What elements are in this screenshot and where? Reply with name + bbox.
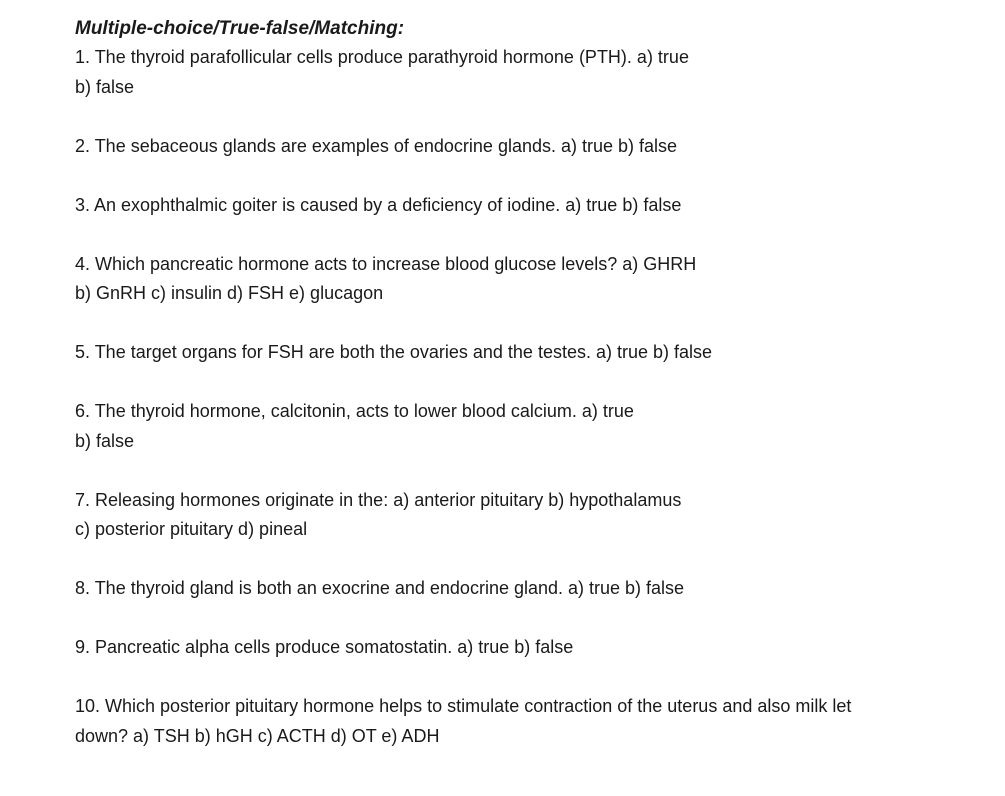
question-5 — [75, 338, 1000, 368]
question-3 — [75, 191, 1000, 221]
section-heading: Multiple-choice/True-false/Matching: — [75, 18, 405, 39]
question-7 — [75, 486, 1000, 545]
question-10-line-2: down? a) TSH b) hGH c) ACTH d) OT e) ADH — [75, 725, 440, 746]
question-6-line-1: 6. The thyroid hormone, calcitonin, acts to lower blood calcium. a) true — [75, 401, 634, 421]
question-7-line-1: 7. Releasing hormones originate in the: a) anterior pituitary b) hypothalamus — [75, 489, 682, 510]
spacer — [75, 604, 1000, 634]
question-5-line-1: 5. The target organs for FSH are both the ovaries and the testes. a) true b) false — [75, 342, 713, 362]
question-4-line-1: 4. Which pancreatic hormone acts to increase blood glucose levels? a) GHRH — [75, 253, 697, 274]
question-1-line-1: 1. The thyroid parafollicular cells produce parathyroid hormone (PTH). a) true — [75, 47, 689, 67]
question-10 — [75, 692, 1000, 751]
question-6-line-2: b) false — [75, 430, 135, 451]
spacer — [75, 663, 1000, 693]
question-8 — [75, 574, 1000, 604]
question-1-line-2: b) false — [75, 76, 135, 97]
question-9 — [75, 633, 1000, 663]
spacer — [75, 161, 1000, 191]
spacer — [75, 545, 1000, 575]
question-2 — [75, 132, 1000, 162]
question-4 — [75, 250, 1000, 309]
question-4-line-2: b) GnRH c) insulin d) FSH e) glucagon — [75, 283, 384, 303]
spacer — [75, 309, 1000, 339]
question-8-line-1: 8. The thyroid gland is both an exocrine and endocrine gland. a) true b) false — [75, 578, 685, 598]
spacer — [75, 102, 1000, 132]
spacer — [75, 368, 1000, 398]
question-3-line-1: 3. An exophthalmic goiter is caused by a deficiency of iodine. a) true b) false — [75, 194, 682, 215]
question-10-line-1: 10. Which posterior pituitary hormone helps to stimulate contraction of the uterus and also milk let — [75, 696, 852, 716]
spacer — [75, 220, 1000, 250]
question-2-line-1: 2. The sebaceous glands are examples of endocrine glands. a) true b) false — [75, 135, 678, 156]
question-7-line-2: c) posterior pituitary d) pineal — [75, 519, 308, 539]
question-1 — [75, 43, 1000, 102]
document-body — [75, 14, 1000, 751]
question-9-line-1: 9. Pancreatic alpha cells produce somatostatin. a) true b) false — [75, 637, 574, 657]
question-6 — [75, 397, 1000, 456]
spacer — [75, 456, 1000, 486]
